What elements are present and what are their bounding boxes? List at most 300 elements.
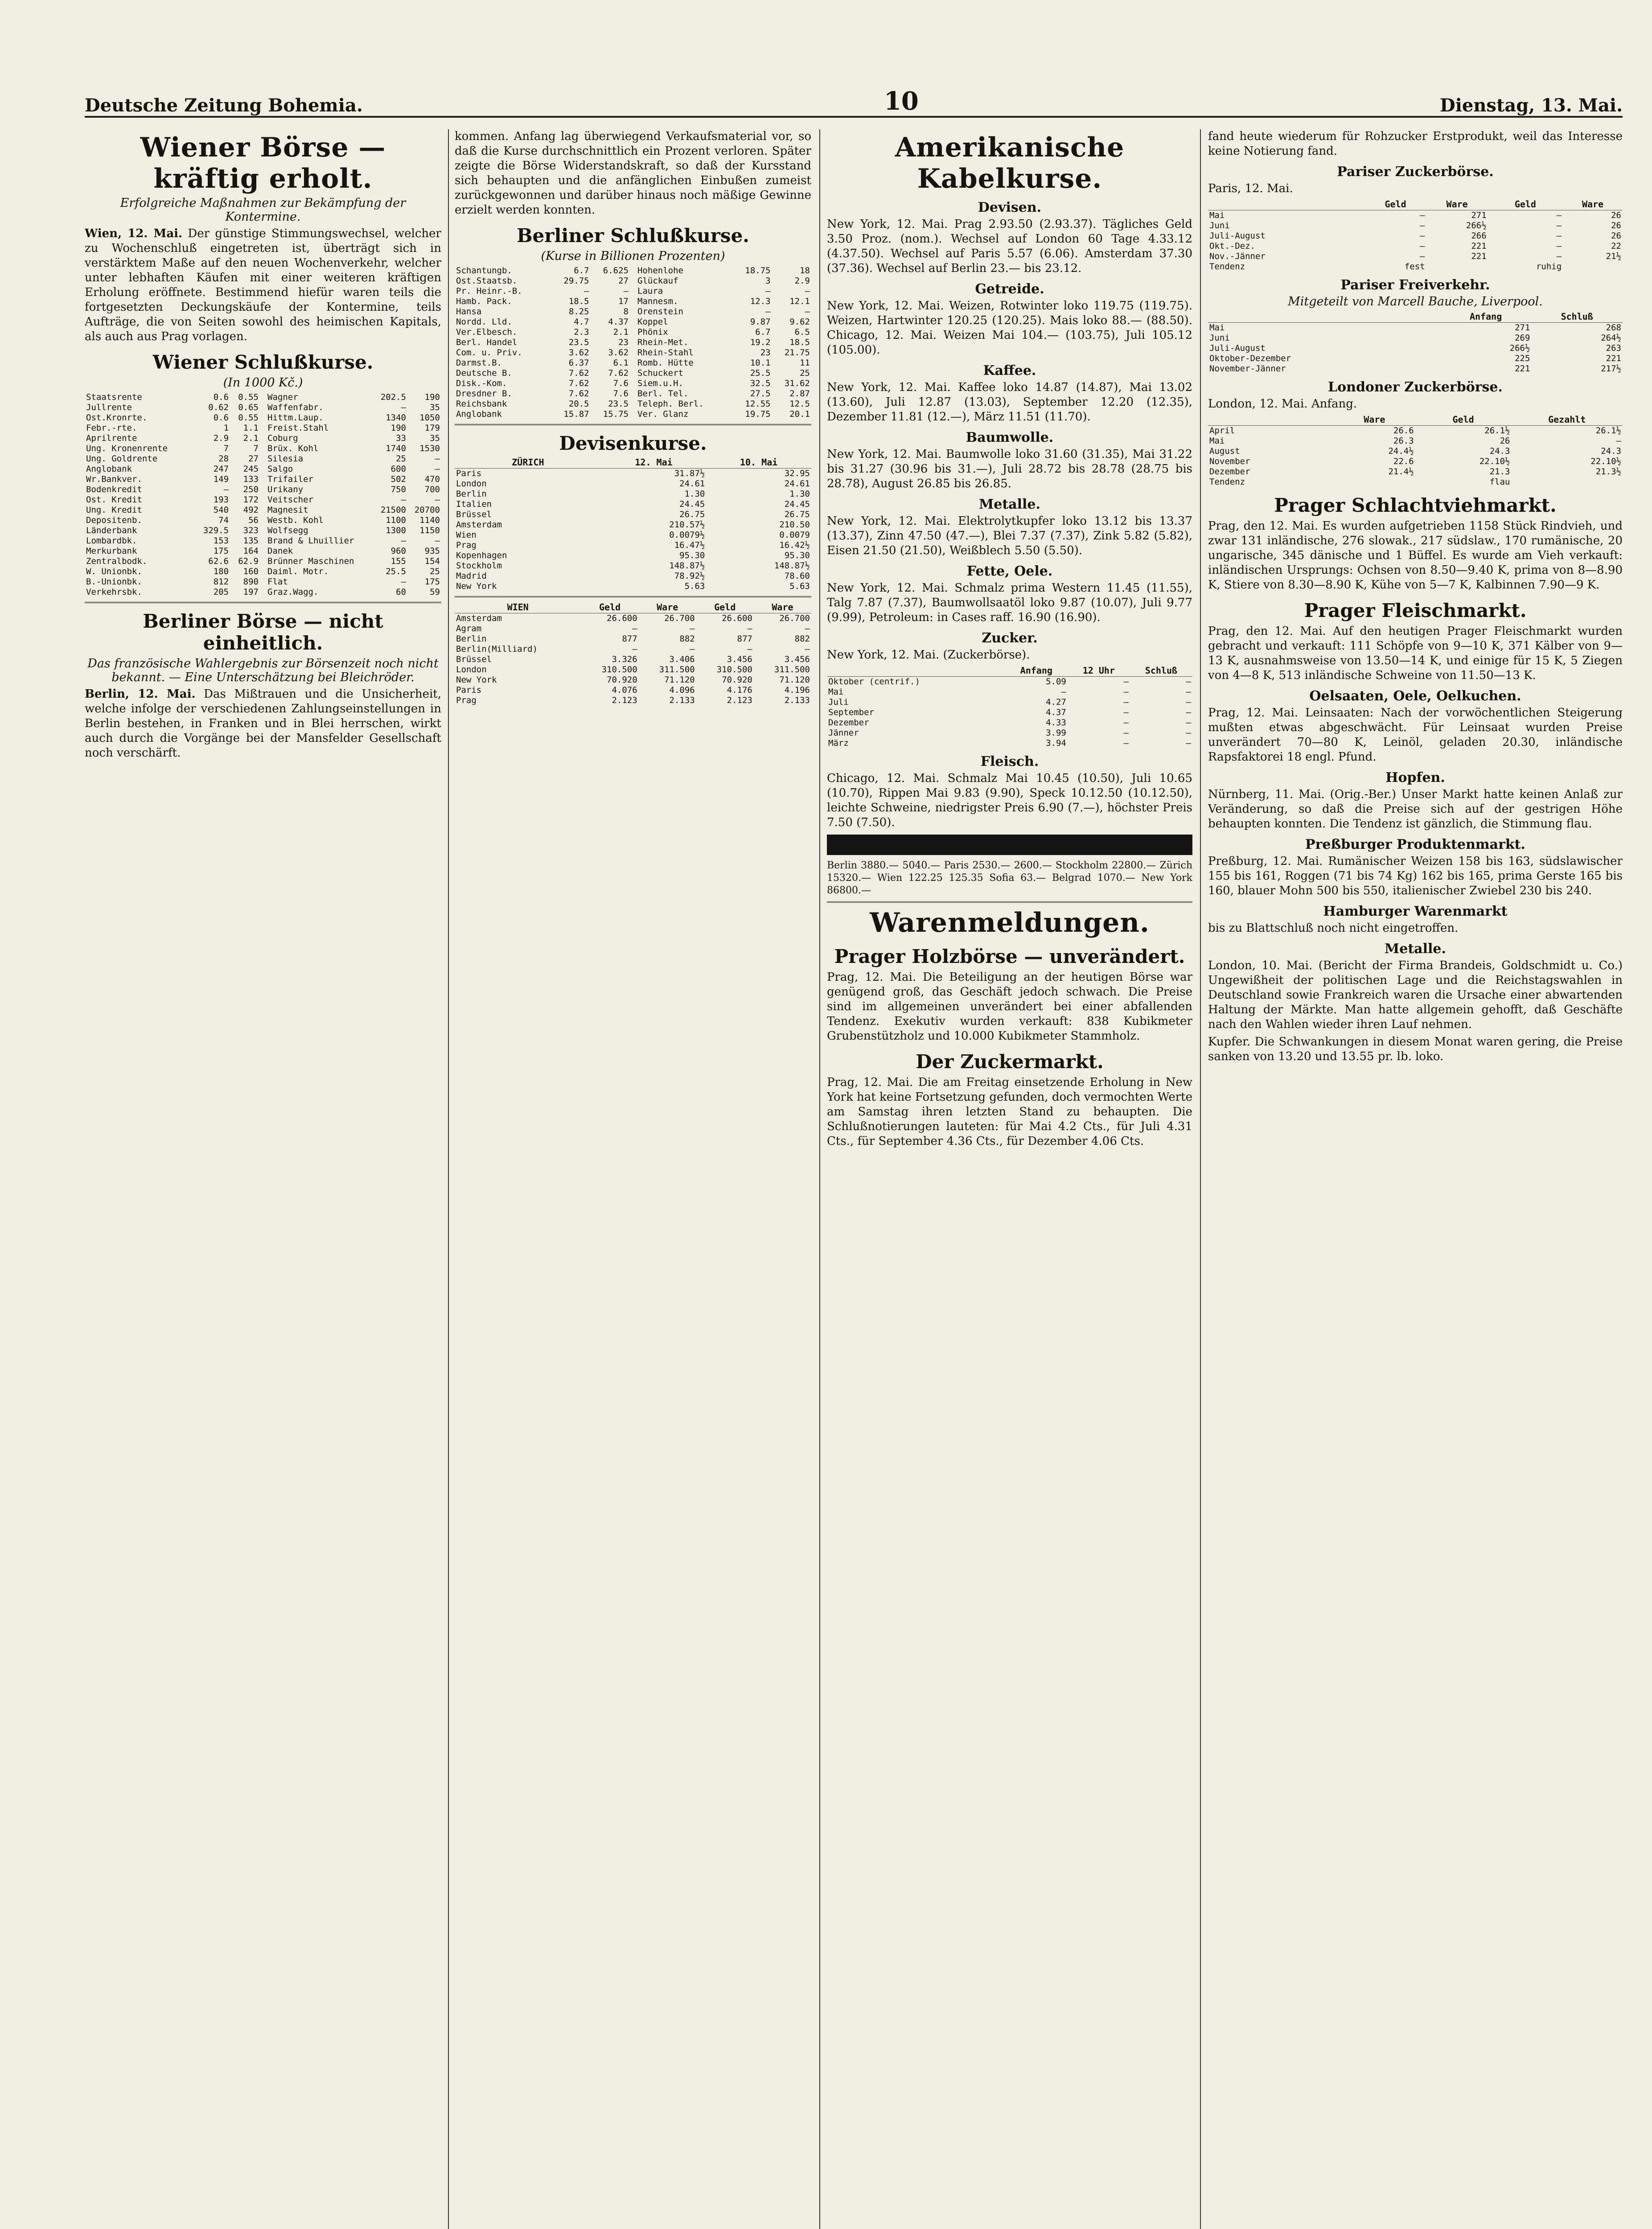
row-label: Siem.u.H. <box>637 378 683 388</box>
row-label: Mai <box>1209 436 1225 446</box>
quote-row <box>85 546 260 556</box>
row-value: 26.75 <box>784 510 810 519</box>
row-label: Berl. Tel. <box>637 389 689 399</box>
row-value: 133 <box>243 474 259 484</box>
row-value: — <box>1123 687 1129 697</box>
kaffee-text: New York, 12. Mai. Kaffee loko 14.87 (14.87), Mai 13.02 (13.60), Juli 12.87 (13.03), September 12.20 (12.35), Dezember 11.81 (12.—), März 11.51 (11.70). <box>827 381 1192 424</box>
quote-row <box>636 276 811 286</box>
row-value: 22.6 <box>1393 456 1414 466</box>
row-label: Aprilrente <box>86 433 137 443</box>
row-label: Magnesit <box>267 505 308 515</box>
row-label: Dezember <box>828 718 869 728</box>
row-value: 18.5 <box>789 337 810 347</box>
metalle-report: London, 10. Mai. (Bericht der Firma Brandeis, Goldschmidt u. Co.) Ungewißheit der politischen Lage und die Reichstagswahlen in Deutschland sowie Frankreich waren die Ursache einer abwartenden Haltung der Märkte. Man hatte allgemein gehofft, daß Geschäfte nach den Wahlen wieder ihren Lauf nehmen. <box>1208 959 1623 1031</box>
fleischmarkt-text: Prag, den 12. Mai. Auf den heutigen Prager Fleischmarkt wurden gebracht und verkauft: 111 Schöpfe von 9—10 K, 371 Kälber von 9—13 K, ausnahmsweise von 13.50—14 K, und einige für 15 K, 5 Ziegen von 4—8 K, 513 inländische Schweine von 11.50—13 K. <box>1208 625 1623 682</box>
row-label: Staatsrente <box>86 392 142 402</box>
section-divider <box>455 424 811 425</box>
row-value: 21500 <box>380 505 406 515</box>
quote-row <box>266 567 441 577</box>
quote-row <box>455 327 630 337</box>
row-value: 26.700 <box>664 613 695 623</box>
column-header <box>1208 414 1334 426</box>
row-label: Teleph. Berl. <box>637 399 704 409</box>
row-value: 750 <box>390 485 406 494</box>
row-value: 70.920 <box>722 675 752 685</box>
row-value: — <box>632 624 637 633</box>
quote-row <box>636 317 811 327</box>
row-value: 7 <box>253 444 259 453</box>
row-value: 197 <box>243 587 259 597</box>
row-label: Ver.Elbesch. <box>456 327 518 337</box>
vienna-table-sub: (In 1000 Kč.) <box>223 376 303 390</box>
row-value: — <box>1061 687 1066 697</box>
row-value: 247 <box>213 464 229 474</box>
row-value: 0.55 <box>238 392 259 402</box>
berlin-article <box>85 687 441 761</box>
row-label: Hittm.Laup. <box>267 413 324 423</box>
column-header: Gezahlt <box>1511 414 1623 426</box>
row-value: 32.5 <box>750 378 771 388</box>
vienna-quotes <box>85 392 441 597</box>
row-value: 6.37 <box>568 358 589 368</box>
column-header: 12 Uhr <box>1068 665 1130 677</box>
row-value: 3 <box>765 276 771 286</box>
row-value: 22.10½ <box>1590 456 1621 466</box>
sugar-row <box>1208 343 1623 354</box>
row-label: Ost.Kronrte. <box>86 413 148 423</box>
row-label: Juli-August <box>1209 343 1266 353</box>
column-header: Anfang <box>1005 665 1068 677</box>
row-value: 25 <box>430 567 440 576</box>
row-label: Lombardbk. <box>86 536 137 546</box>
row-value: 210.57½ <box>669 520 705 530</box>
quote-row <box>455 317 630 327</box>
fette-label: Fette, Oele. <box>966 563 1053 579</box>
berlin-table-sub: (Kurse in Billionen Prozenten) <box>541 249 725 263</box>
hamburger-title: Hamburger Warenmarkt <box>1323 904 1508 919</box>
row-value: 3.62 <box>608 348 629 358</box>
quote-row <box>85 577 260 587</box>
row-value: — <box>1123 697 1129 707</box>
row-label: Anglobank <box>86 464 132 474</box>
quote-row <box>455 348 630 358</box>
row-value: 1 <box>223 423 229 433</box>
sugar-row <box>827 738 1192 748</box>
zurich-table <box>455 457 811 592</box>
row-value: 7.62 <box>568 368 589 378</box>
row-label: Westb. Kohl <box>267 515 324 525</box>
quote-row <box>85 464 260 474</box>
vienna-subhead: Erfolgreiche Maßnahmen zur Bekämpfung der Konterminе. <box>120 196 406 224</box>
column-header: Anfang <box>1440 311 1532 323</box>
row-value: 0.0079½ <box>669 530 705 540</box>
exchange-row <box>455 479 811 489</box>
column-header <box>1208 311 1440 323</box>
section-divider <box>85 602 441 603</box>
quote-row <box>266 505 441 515</box>
row-value: 0.65 <box>238 403 259 412</box>
berlin-subhead: Das französische Wahlergebnis zur Börsenzeit noch nicht bekannt. — Eine Unterschätzung bei Bleichröder. <box>87 657 439 684</box>
quote-row <box>85 567 260 577</box>
zuckermarkt-text: Prag, 12. Mai. Die am Freitag einsetzende Erholung in New York hat keine Fortsetzung gefunden, doch vermochten Werte am Samstag ihren letzten Stand zu behaupten. Die Schlußnotierungen lauteten: für Mai 4.2 Cts., für Juli 4.31 Cts., für September 4.36 Cts., für Dezember 4.06 Cts. <box>827 1076 1192 1148</box>
row-value: — <box>747 624 752 633</box>
row-label: Länderbank <box>86 526 137 535</box>
kupfer-text: Kupfer. Die Schwankungen in diesem Monat waren gering, die Preise sanken von 13.20 und 13.55 pr. lb. loko. <box>1208 1035 1623 1063</box>
row-value: 600 <box>390 464 406 474</box>
quote-row <box>636 378 811 389</box>
row-value: — <box>435 495 440 505</box>
row-value: 23 <box>618 337 629 347</box>
quote-row <box>636 327 811 337</box>
row-value: — <box>1123 738 1129 748</box>
london-dateline: London, 12. Mai. Anfang. <box>1208 397 1357 411</box>
row-label: New York <box>456 675 497 685</box>
row-label: Ung. Kronenrente <box>86 444 168 453</box>
quote-row <box>455 399 630 409</box>
quote-row <box>85 403 260 413</box>
exchange-row <box>455 469 811 479</box>
quote-row <box>85 413 260 423</box>
row-value: 271 <box>1515 323 1530 333</box>
row-value: — <box>401 536 406 546</box>
quote-row <box>455 337 630 348</box>
column-header: WIEN <box>455 602 581 613</box>
row-value <box>1334 477 1415 487</box>
row-value: fest <box>1404 262 1425 271</box>
row-label: W. Unionbk. <box>86 567 142 576</box>
quote-row <box>455 389 630 399</box>
row-value: 1.1 <box>243 423 259 433</box>
row-label: Salgo <box>267 464 293 474</box>
row-value: 6.5 <box>794 327 810 337</box>
row-label: Berlin <box>456 489 487 499</box>
warenmeldungen-headline: Warenmeldungen. <box>870 907 1150 938</box>
berlin-dateline: Berlin, 12. Mai. <box>85 687 196 701</box>
row-value: 266½ <box>1466 221 1487 230</box>
berlin-quotes-left <box>455 266 630 419</box>
baumwolle-text: New York, 12. Mai. Baumwolle loko 31.60 (31.35), Mai 31.22 bis 31.27 (30.96 bis 31.—), Juli 28.72 bis 28.78 (28.75 bis 28.78), August 26.85 bis 26.85. <box>827 448 1192 490</box>
row-value: 23.5 <box>608 399 629 409</box>
table-header-row <box>1208 414 1623 426</box>
sugar-row <box>1208 333 1623 343</box>
quote-row <box>636 296 811 307</box>
exchange-row <box>455 665 811 675</box>
fleisch-label: Fleisch. <box>980 754 1039 769</box>
row-value: 19.2 <box>750 337 771 347</box>
column-4 <box>1208 129 1623 2229</box>
row-label: Paris <box>456 469 482 478</box>
exchange-row <box>455 675 811 685</box>
row-value: 268 <box>1606 323 1621 333</box>
row-value: 4.37 <box>608 317 629 327</box>
row-value: 149 <box>213 474 229 484</box>
column-header: Geld <box>696 602 754 613</box>
row-value: — <box>805 307 810 317</box>
row-value: 311.500 <box>659 665 695 674</box>
row-label: Glückauf <box>637 276 678 286</box>
row-value: 15.87 <box>563 409 589 419</box>
row-value: 31.87½ <box>674 469 705 478</box>
row-value: 5.63 <box>684 581 705 591</box>
row-label: London <box>456 479 487 489</box>
row-value: 1140 <box>419 515 440 525</box>
devisen-title: Devisenkurse. <box>559 432 707 454</box>
column-header: Ware <box>754 602 811 613</box>
row-value: 22.10½ <box>1479 456 1510 466</box>
quote-row <box>266 515 441 526</box>
row-label: Romb. Hütte <box>637 358 694 368</box>
quote-row <box>85 526 260 536</box>
row-value: 190 <box>390 423 406 433</box>
row-label: Berl. Handel <box>456 337 518 347</box>
row-value: 19.75 <box>745 409 771 419</box>
quote-row <box>455 378 630 389</box>
row-value: 3.99 <box>1046 728 1066 738</box>
row-value: — <box>690 624 695 633</box>
row-value: — <box>1556 221 1562 230</box>
row-label: Hansa <box>456 307 482 317</box>
row-value: — <box>1420 241 1425 251</box>
row-label: Tendenz <box>1209 477 1245 487</box>
row-value: 205 <box>213 587 229 597</box>
row-value: 1300 <box>386 526 406 535</box>
row-value: 263 <box>1606 343 1621 353</box>
row-label: Veitscher <box>267 495 313 505</box>
column-header: Ware <box>1563 199 1623 210</box>
row-value: — <box>1123 728 1129 738</box>
row-value: 2.133 <box>669 695 695 705</box>
row-label: September <box>828 707 874 717</box>
row-label: Koppel <box>637 317 668 327</box>
row-label: Pr. Heinr.-B. <box>456 286 522 296</box>
row-value: 24.3 <box>1489 446 1510 456</box>
row-value: 62.6 <box>208 556 229 566</box>
exchange-row <box>455 644 811 654</box>
row-value: 812 <box>213 577 229 587</box>
row-value: 26.600 <box>607 613 637 623</box>
row-value: 540 <box>213 505 229 515</box>
table-header-row <box>827 665 1192 677</box>
row-label: Wr.Bankver. <box>86 474 142 484</box>
exchange-row <box>455 634 811 644</box>
quote-row <box>636 389 811 399</box>
row-value: — <box>1123 707 1129 717</box>
row-label: Oktober (centrif.) <box>828 677 920 687</box>
row-value: 0.55 <box>238 413 259 423</box>
getreide-text: New York, 12. Mai. Weizen, Rotwinter loko 119.75 (119.75). Weizen, Hartwinter 120.25 (120.25). Mais loko 88.— (88.50). Chicago, 12. Mai. Weizen Mai 104.— (103.75), Juli 105.12 (105.00). <box>827 299 1192 357</box>
hopfen-title: Hopfen. <box>1385 770 1445 785</box>
exchange-row <box>455 530 811 540</box>
sugar-row <box>1208 456 1623 467</box>
quote-row <box>266 587 441 597</box>
column-header: Schluß <box>1531 311 1623 323</box>
sugar-row <box>1208 251 1623 262</box>
vienna-headline: Wiener Börse — kräftig erholt. <box>140 132 386 194</box>
produkten-text: Preßburg, 12. Mai. Rumänischer Weizen 158 bis 163, südslawischer 155 bis 161, Roggen (71 bis 74 Kg) 162 bis 165, prima Gerste 165 bis 160, blauer Mohn 500 bis 550, italienischer Zwiebel 230 bis 240. <box>1208 855 1623 897</box>
row-value: 1.30 <box>789 489 810 499</box>
baumwolle-label: Baumwolle. <box>966 430 1054 445</box>
column-header: Geld <box>1488 199 1563 210</box>
row-value: 15.75 <box>603 409 629 419</box>
row-value: — <box>690 644 695 654</box>
row-value: — <box>623 286 629 296</box>
row-value: 10.1 <box>750 358 771 368</box>
row-value: 71.120 <box>664 675 695 685</box>
row-label: Orenstein <box>637 307 683 317</box>
row-value: 26 <box>1611 210 1621 220</box>
row-label: Merkurbank <box>86 546 137 556</box>
berlin-body: Das Mißtrauen und die Unsicherheit, welche infolge der verschiedenen Zahlungseinstellungen in Berlin bestehen, in Franken und in Blei herrschen, wirkt auch durch die Vorgänge bei der Mansfelder Gesellschaft noch verschärft. <box>85 687 441 760</box>
quote-row <box>636 266 811 276</box>
holzboerse-title: Prager Holzbörse — unverändert. <box>834 946 1185 967</box>
vienna-table-title: Wiener Schlußkurse. <box>152 351 374 373</box>
row-label: Hamb. Pack. <box>456 296 512 306</box>
sugar-row <box>1208 210 1623 221</box>
row-value: 4.076 <box>612 685 637 695</box>
exchange-row <box>455 613 811 624</box>
row-value: 882 <box>794 634 810 644</box>
row-value: 2.3 <box>574 327 589 337</box>
paper-title: Deutsche Zeitung Bohemia. <box>85 95 363 116</box>
row-value: 202.5 <box>380 392 406 402</box>
column-header: Schluß <box>1130 665 1192 677</box>
quote-row <box>85 392 260 403</box>
row-value: 217½ <box>1601 364 1621 374</box>
row-value: 9.87 <box>750 317 771 327</box>
row-value: 193 <box>213 495 229 505</box>
row-value: 26 <box>1611 231 1621 241</box>
row-label: Jullrente <box>86 403 132 412</box>
row-value: — <box>1123 718 1129 728</box>
row-label: Waffenfabr. <box>267 403 324 412</box>
row-value: — <box>747 644 752 654</box>
row-value: 700 <box>424 485 440 494</box>
quote-row <box>85 454 260 464</box>
running-head <box>85 86 1623 118</box>
row-value: 160 <box>243 567 259 576</box>
row-value: 21½ <box>1606 251 1621 261</box>
row-value: — <box>805 624 810 633</box>
row-value: 155 <box>390 556 406 566</box>
quote-row <box>85 505 260 515</box>
row-label: Wagner <box>267 392 298 402</box>
row-label: August <box>1209 446 1240 456</box>
row-value: 35 <box>430 433 440 443</box>
quote-row <box>266 392 441 403</box>
row-value: 25.5 <box>750 368 771 378</box>
row-label: März <box>828 738 849 748</box>
row-value: 21.3 <box>1489 467 1510 477</box>
row-value: — <box>401 403 406 412</box>
row-value: 225 <box>1515 354 1530 363</box>
exchange-row <box>455 510 811 520</box>
row-label: Ost. Kredit <box>86 495 142 505</box>
row-label: Darmst.B. <box>456 358 502 368</box>
row-value: — <box>435 536 440 546</box>
getreide-label: Getreide. <box>975 281 1044 297</box>
row-value: 24.61 <box>784 479 810 489</box>
column-header: Ware <box>1426 199 1488 210</box>
oelsaaten-title: Oelsaaten, Oele, Oelkuchen. <box>1309 688 1521 704</box>
row-value: ruhig <box>1536 262 1562 271</box>
row-label: Deutsche B. <box>456 368 512 378</box>
row-value: 221 <box>1471 241 1487 251</box>
devisen-label: Devisen. <box>978 200 1042 215</box>
row-value: 250 <box>243 485 259 494</box>
black-divider-bar <box>827 835 1192 855</box>
exchange-row <box>455 571 811 581</box>
quote-row <box>636 348 811 358</box>
row-label: Ver. Glanz <box>637 409 689 419</box>
newspaper-page <box>85 86 1623 2229</box>
row-label: Juli <box>828 697 849 707</box>
quote-row <box>266 433 441 444</box>
row-label: Reichsbank <box>456 399 507 409</box>
quote-row <box>455 409 630 419</box>
row-value: 1100 <box>386 515 406 525</box>
row-value: 960 <box>390 546 406 556</box>
row-label: Com. u. Priv. <box>456 348 522 358</box>
row-value: 35 <box>430 403 440 412</box>
row-label: Dresdner B. <box>456 389 512 399</box>
row-value: 18.75 <box>745 266 771 276</box>
quote-row <box>85 495 260 505</box>
row-value: — <box>1420 231 1425 241</box>
row-value: — <box>1420 251 1425 261</box>
row-label: Berlin <box>456 634 487 644</box>
row-value: 26.700 <box>779 613 810 623</box>
row-label: Okt.-Dez. <box>1209 241 1255 251</box>
row-value: — <box>1556 231 1562 241</box>
row-value: 8.25 <box>568 307 589 317</box>
column-header <box>827 665 1005 677</box>
row-label: Brüssel <box>456 654 492 664</box>
row-label: Flat <box>267 577 288 587</box>
row-value: 890 <box>243 577 259 587</box>
row-value: 1050 <box>419 413 440 423</box>
row-value: 16.47½ <box>674 540 705 550</box>
quote-row <box>636 307 811 317</box>
quote-row <box>455 276 630 286</box>
metalle-title: Metalle. <box>1385 941 1446 957</box>
row-value: 4.196 <box>784 685 810 695</box>
row-value: 2.9 <box>794 276 810 286</box>
sugar-row <box>1208 262 1623 272</box>
sugar-row <box>827 687 1192 697</box>
quote-row <box>266 526 441 536</box>
row-value: — <box>223 485 229 494</box>
devisen-text: New York, 12. Mai. Prag 2.93.50 (2.93.37). Tägliches Geld 3.50 Proz. (nom.). Wechsel auf London 60 Tage 4.33.12 (4.37.50). Wechsel auf Paris 5.57 (6.06). Amsterdam 37.30 (37.36). Wechsel auf Berlin 23.— bis 23.12. <box>827 218 1192 275</box>
row-value: 95.30 <box>679 551 705 560</box>
column-header: Geld <box>1415 414 1512 426</box>
row-value: 16.42½ <box>779 540 810 550</box>
row-value: 935 <box>424 546 440 556</box>
row-value: 148.87½ <box>669 561 705 571</box>
row-label: Italien <box>456 499 492 509</box>
row-value: 311.500 <box>774 665 810 674</box>
row-label: Mai <box>1209 210 1225 220</box>
row-value: 18.5 <box>568 296 589 306</box>
row-value: 172 <box>243 495 259 505</box>
row-value: 6.1 <box>613 358 629 368</box>
wien-devisen-table <box>455 602 811 706</box>
row-value: 28 <box>218 454 229 464</box>
zucker-intro: New York, 12. Mai. (Zuckerbörse). <box>827 648 1030 662</box>
row-label: Nordd. Lld. <box>456 317 512 327</box>
row-label: Trifailer <box>267 474 313 484</box>
row-value: 269 <box>1515 333 1530 343</box>
row-value: 4.176 <box>727 685 752 695</box>
